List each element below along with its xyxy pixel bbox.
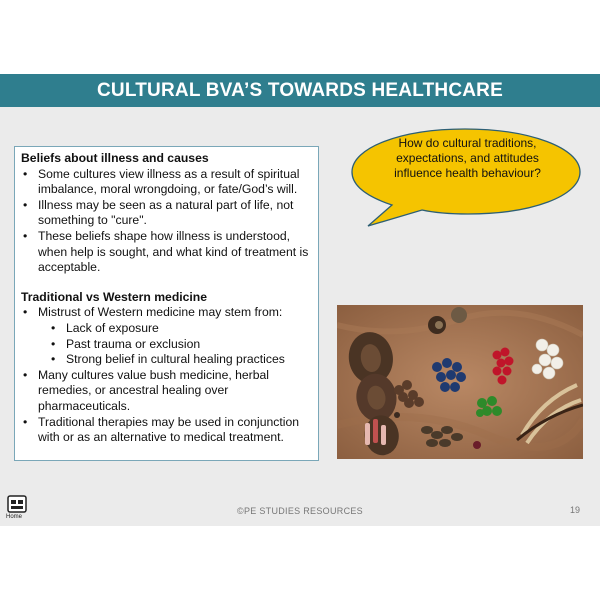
page-number: 19 [570, 505, 581, 515]
slide-title: CULTURAL BVA’S TOWARDS HEALTHCARE [0, 74, 600, 107]
speech-bubble-text: How do cultural traditions, expectations, and attitudes influence health behaviour? [394, 136, 541, 180]
list-item: • Some cultures view illness as a result of spiritual imbalance, moral wrongdoing, or fate/God’s will. [38, 167, 310, 198]
beliefs-list [21, 167, 310, 276]
sub-list-item: • Lack of exposure [66, 321, 310, 337]
copyright-footer: ©PE STUDIES RESOURCES [237, 506, 363, 516]
medicine-list [21, 305, 310, 445]
list-item: • Illness may be seen as a natural part of life, not something to "cure". [38, 198, 310, 229]
seeds-and-herbs-illustration [337, 305, 583, 459]
sub-list-item: • Past trauma or exclusion [66, 337, 310, 353]
mistrust-sub-list [38, 321, 310, 368]
list-item: • Traditional therapies may be used in conjunction with or as an alternative to medical treatment. [38, 415, 310, 446]
home-label[interactable]: Home [6, 514, 23, 520]
sub-list-item: • Strong belief in cultural healing practices [66, 352, 310, 368]
list-item: • These beliefs shape how illness is understood, when help is sought, and what kind of treatment is acceptable. [38, 229, 310, 276]
list-item-text: Mistrust of Western medicine may stem from: [38, 305, 283, 320]
list-item [38, 305, 310, 367]
traditional-medicine-photo [337, 305, 583, 459]
content-text-box [14, 146, 319, 461]
section-heading-medicine: Traditional vs Western medicine [21, 289, 208, 304]
list-item: • Many cultures value bush medicine, herbal remedies, or ancestral healing over pharmaceuticals. [38, 368, 310, 415]
section-heading-beliefs: Beliefs about illness and causes [21, 151, 209, 165]
